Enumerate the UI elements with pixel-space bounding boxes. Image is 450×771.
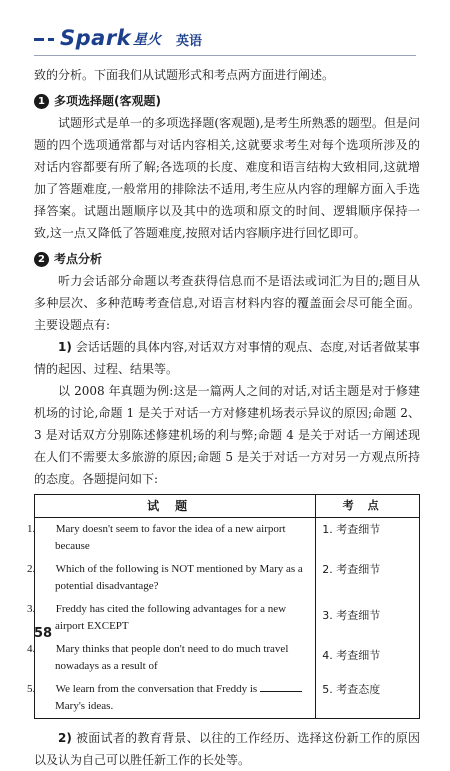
intro-line: 致的分析。下面我们从试题形式和考点两方面进行阐述。 — [34, 68, 335, 82]
section-2-paragraph: 听力会话部分命题以考查获得信息而不是语法或词汇为目的;题目从多种层次、多种范畴考查信息,对语言材料内容的覆盖面会尽可能全面。主要设题点有: — [34, 274, 420, 332]
question-text: Which of the following is NOT mentioned by Mary as a potential disadvantage? — [55, 563, 303, 592]
question-number: 1. — [27, 523, 36, 535]
logo-dash — [48, 38, 54, 41]
section-number-icon: 2 — [34, 252, 49, 267]
point-cell: 5. 考查态度 — [316, 678, 420, 719]
question-text: Mary doesn't seem to favor the idea of a new airport because — [55, 523, 286, 552]
question-text-a: We learn from the conversation that Freddy is — [55, 683, 258, 695]
point-cell: 1. 考查细节 — [316, 518, 420, 559]
question-cell — [27, 518, 316, 559]
question-text-b: Mary's ideas. — [55, 700, 114, 712]
question-cell — [27, 638, 316, 678]
point-1-number: 1) — [58, 340, 72, 354]
page-number: 58 — [34, 626, 53, 641]
question-number: 4. — [27, 643, 36, 655]
table-row — [35, 678, 420, 719]
point-cell: 3. 考查细节 — [316, 598, 420, 638]
point-2-text: 被面试者的教育背景、以往的工作经历、选择这份新工作的原因以及认为自己可以胜任新工作的长处等。 — [34, 731, 420, 767]
column-header-question: 试题 — [35, 495, 316, 518]
header-rule — [34, 55, 416, 56]
column-header-point: 考点 — [316, 495, 420, 518]
point-1-text: 会话话题的具体内容,对话双方对事情的观点、态度,对话者做某事情的起因、过程、结果等。 — [34, 340, 420, 376]
table-header-row — [35, 495, 420, 518]
point-2 — [34, 727, 420, 771]
answer-blank — [260, 682, 302, 692]
section-1-paragraph: 试题形式是单一的多项选择题(客观题),是考生所熟悉的题型。但是问题的四个选项通常都与对话内容相关,这就要求考生对每个选项所涉及的对话内容都要有所了解;各选项的长度、难度和语言结构大致相同,这就增加了答题难度,一般常用的排除法不适用,考生应从内容的理解方面入手选择答案。试题出题顺序以及其中的选项和原文的时间、逻辑顺序保持一致,这一点又降低了答题难度,按照对话内容顺序进行回忆即可。 — [34, 116, 420, 240]
point-cell: 2. 考查细节 — [316, 558, 420, 598]
section-heading-2 — [34, 248, 420, 270]
question-cell — [27, 678, 316, 719]
point-1 — [34, 336, 420, 380]
question-table — [27, 494, 420, 719]
question-number: 5. — [27, 683, 36, 695]
example-paragraph: 以 2008 年真题为例:这是一篇两人之间的对话,对话主题是对于修建机场的讨论,命题 1 是关于对话一方对修建机场表示异议的原因;命题 2、3 是对话双方分别陈述修建机场的利与弊;命题 4 是关于对话一方阐述现在人们不需要太多旅游的原因;命题 5 是关于对话一方对另一方观点所持的态度。各题提问如下: — [34, 384, 420, 486]
question-text: Freddy has cited the following advantages for a new airport EXCEPT — [55, 603, 287, 632]
logo-dash — [34, 38, 44, 41]
page-header — [0, 0, 450, 62]
section-number-icon: 1 — [34, 94, 49, 109]
logo-subject: 英语 — [176, 34, 203, 49]
section-title: 多项选择题(客观题) — [54, 94, 161, 108]
logo-spark: Spark — [60, 26, 132, 50]
table-row — [35, 558, 420, 598]
question-cell — [27, 558, 316, 598]
page-content — [27, 64, 420, 771]
question-cell — [27, 598, 316, 638]
section-heading-1 — [34, 90, 420, 112]
point-cell: 4. 考查细节 — [316, 638, 420, 678]
table-row — [35, 638, 420, 678]
question-text: Mary thinks that people don't need to do much travel nowadays as a result of — [55, 643, 289, 672]
point-2-number: 2) — [58, 731, 72, 745]
table-row — [35, 518, 420, 559]
question-number: 3. — [27, 603, 36, 615]
question-number: 2. — [27, 563, 36, 575]
table-row — [35, 598, 420, 638]
logo-brand: 星火 — [133, 32, 161, 48]
section-title: 考点分析 — [54, 252, 103, 266]
